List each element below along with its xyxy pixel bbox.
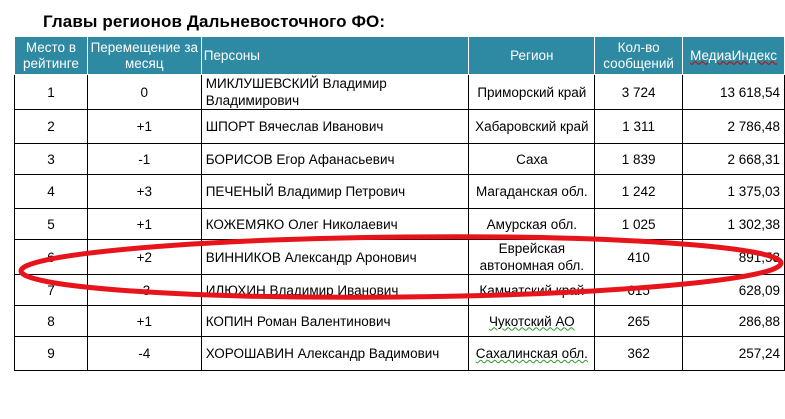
cell-region: Камчатский край <box>469 275 595 306</box>
table-row <box>15 240 785 275</box>
cell-count: 615 <box>595 275 683 306</box>
table-row <box>15 175 785 209</box>
cell-person: ХОРОШАВИН Александр Вадимович <box>201 337 469 371</box>
cell-region: Магаданская обл. <box>469 175 595 209</box>
cell-index: 13 618,54 <box>683 75 785 110</box>
cell-move: 0 <box>87 75 201 110</box>
cell-move: +3 <box>87 175 201 209</box>
cell-count: 1 839 <box>595 144 683 175</box>
cell-count: 1 242 <box>595 175 683 209</box>
cell-index: 1 302,38 <box>683 209 785 240</box>
cell-index: 1 375,03 <box>683 175 785 209</box>
cell-person: ШПОРТ Вячеслав Иванович <box>201 110 469 144</box>
table-row <box>15 110 785 144</box>
table-row <box>15 275 785 306</box>
cell-region <box>469 306 595 337</box>
cell-region: Еврейская автономная обл. <box>469 240 595 275</box>
column-header-person: Персоны <box>201 37 469 75</box>
rating-table <box>14 36 785 371</box>
table-row <box>15 144 785 175</box>
cell-place: 6 <box>15 240 88 275</box>
cell-move: +1 <box>87 110 201 144</box>
region-label: Сахалинская обл. <box>475 346 588 361</box>
table-row <box>15 75 785 110</box>
cell-region: Амурская обл. <box>469 209 595 240</box>
cell-count: 1 025 <box>595 209 683 240</box>
table-row <box>15 337 785 371</box>
cell-place: 5 <box>15 209 88 240</box>
cell-move: +1 <box>87 209 201 240</box>
cell-person: БОРИСОВ Егор Афанасьевич <box>201 144 469 175</box>
cell-count: 410 <box>595 240 683 275</box>
cell-place: 3 <box>15 144 88 175</box>
cell-region: Саха <box>469 144 595 175</box>
cell-place: 9 <box>15 337 88 371</box>
cell-place: 7 <box>15 275 88 306</box>
cell-index: 891,53 <box>683 240 785 275</box>
cell-person: ПЕЧЕНЫЙ Владимир Петрович <box>201 175 469 209</box>
cell-place: 4 <box>15 175 88 209</box>
cell-place: 8 <box>15 306 88 337</box>
cell-person: КОЖЕМЯКО Олег Николаевич <box>201 209 469 240</box>
page-title: Главы регионов Дальневосточного ФО: <box>43 12 386 31</box>
cell-index: 2 786,48 <box>683 110 785 144</box>
cell-region <box>469 337 595 371</box>
column-header-move: Перемещение за месяц <box>87 37 201 75</box>
cell-move: -1 <box>87 144 201 175</box>
cell-count: 1 311 <box>595 110 683 144</box>
table-row <box>15 209 785 240</box>
cell-place: 1 <box>15 75 88 110</box>
column-header-place: Место в рейтинге <box>15 37 88 75</box>
cell-move: -4 <box>87 337 201 371</box>
cell-region: Хабаровский край <box>469 110 595 144</box>
cell-move: +1 <box>87 306 201 337</box>
cell-index: 2 668,31 <box>683 144 785 175</box>
table-header-row <box>15 37 785 75</box>
cell-move: +2 <box>87 240 201 275</box>
region-label: Чукотский АО <box>488 313 575 329</box>
cell-count: 362 <box>595 337 683 371</box>
cell-move: -3 <box>87 275 201 306</box>
cell-index: 628,09 <box>683 275 785 306</box>
cell-count: 265 <box>595 306 683 337</box>
column-header-count: Кол-во сообщений <box>595 37 683 75</box>
cell-index: 257,24 <box>683 337 785 371</box>
cell-person: МИКЛУШЕВСКИЙ Владимир Владимирович <box>201 75 469 110</box>
cell-person: ВИННИКОВ Александр Аронович <box>201 240 469 275</box>
column-header-mediaindex <box>683 37 785 75</box>
cell-count: 3 724 <box>595 75 683 110</box>
cell-place: 2 <box>15 110 88 144</box>
mediaindex-label: МедиаИндекс <box>690 47 777 63</box>
cell-region: Приморский край <box>469 75 595 110</box>
cell-person: КОПИН Роман Валентинович <box>201 306 469 337</box>
column-header-region: Регион <box>469 37 595 75</box>
table-row <box>15 306 785 337</box>
cell-index: 286,88 <box>683 306 785 337</box>
cell-person: ИЛЮХИН Владимир Иванович <box>201 275 469 306</box>
